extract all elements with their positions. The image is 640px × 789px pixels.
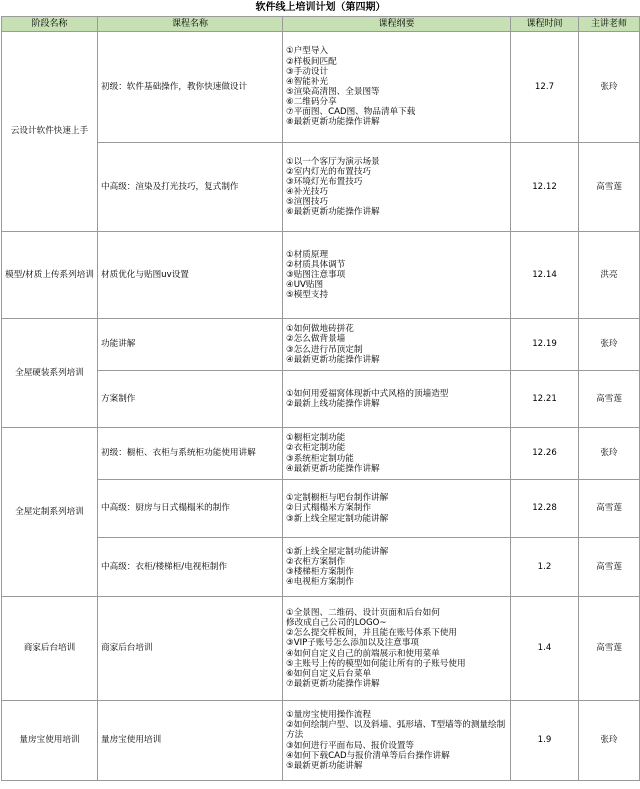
course-teacher-cell: 高雪莲 <box>579 371 640 428</box>
course-teacher-cell: 张玲 <box>579 701 640 781</box>
course-date-cell: 12.14 <box>511 232 579 319</box>
outline-item: ③贴图注意事项 <box>286 269 346 280</box>
course-teacher-cell: 高雪莲 <box>579 480 640 538</box>
course-date-cell: 12.19 <box>511 319 579 371</box>
course-name-cell: 量房宝使用培训 <box>98 701 283 781</box>
outline-item: ④UV贴图 <box>286 280 324 291</box>
outline-item: ④如何下载CAD与报价清单等后台操作讲解 <box>286 750 450 761</box>
outline-item: ⑧最新更新功能操作讲解 <box>286 117 380 128</box>
outline-item: ③环境灯光布置技巧 <box>286 176 363 187</box>
course-name-cell: 功能讲解 <box>98 319 283 371</box>
course-outline-cell <box>283 538 511 597</box>
outline-item: ②衣柜定制功能 <box>286 443 346 454</box>
course-outline-cell <box>283 701 511 781</box>
course-date-cell: 1.4 <box>511 597 579 701</box>
outline-item: ⑤模型支持 <box>286 290 329 301</box>
table-row <box>2 32 640 143</box>
outline-item: ①定制橱柜与吧台制作讲解 <box>286 493 389 504</box>
outline-item: ②怎么提交样板间，并且能在账号体系下使用 <box>286 628 457 639</box>
outline-item: ④最新更新功能操作讲解 <box>286 354 380 365</box>
course-teacher-cell: 张玲 <box>579 32 640 143</box>
outline-item: ③如何进行平面布局、报价设置等 <box>286 740 415 751</box>
course-teacher-cell: 高雪莲 <box>579 538 640 597</box>
outline-item: 修改成自己公司的LOGO~ <box>286 618 387 629</box>
course-outline-cell <box>283 319 511 371</box>
table-row <box>2 232 640 319</box>
outline-item: ③怎么进行吊顶定制 <box>286 344 363 355</box>
course-teacher-cell: 张玲 <box>579 319 640 371</box>
outline-item: ②衣柜方案制作 <box>286 556 346 567</box>
outline-item: ⑤渲染高清图、全景图等 <box>286 87 380 97</box>
course-name-cell: 方案制作 <box>98 371 283 428</box>
outline-item: ②日式榻榻米方案制作 <box>286 503 372 514</box>
course-outline-cell <box>283 32 511 143</box>
course-date-cell: 12.28 <box>511 480 579 538</box>
outline-item: ①如何用爱福窝体现新中式风格的顶墙造型 <box>286 388 449 399</box>
course-teacher-cell: 高雪莲 <box>579 597 640 701</box>
outline-item: ⑤主账号上传的模型如何能让所有的子账号使用 <box>286 658 466 669</box>
header-date: 课程时间 <box>511 17 579 32</box>
outline-item: ⑥二维码分享 <box>286 97 337 108</box>
outline-item: ②样板间匹配 <box>286 56 337 67</box>
header-course: 课程名称 <box>98 17 283 32</box>
outline-item: ①以一个客厅为演示场景 <box>286 156 380 167</box>
stage-name-cell: 量房宝使用培训 <box>2 701 98 781</box>
outline-item: ⑤渲图技巧 <box>286 197 329 208</box>
course-name-cell: 商家后台培训 <box>98 597 283 701</box>
course-name-cell: 初级：橱柜、衣柜与系统柜功能使用讲解 <box>98 428 283 480</box>
outline-item: ④电视柜方案制作 <box>286 577 354 588</box>
outline-item: ④如何自定义自己的前端展示和使用菜单 <box>286 648 440 659</box>
outline-item: ④最新更新功能操作讲解 <box>286 463 380 474</box>
course-date-cell: 12.7 <box>511 32 579 143</box>
course-date-cell: 12.21 <box>511 371 579 428</box>
course-teacher-cell: 洪亮 <box>579 232 640 319</box>
course-outline-cell <box>283 597 511 701</box>
outline-item: ⑥如何自定义后台菜单 <box>286 668 372 679</box>
course-name-cell: 中高级：衣柜/楼梯柜/电视柜制作 <box>98 538 283 597</box>
table-row <box>2 480 640 538</box>
header-teacher: 主讲老师 <box>579 17 640 32</box>
page-title: 软件线上培训计划（第四期） <box>2 0 640 17</box>
course-date-cell: 1.2 <box>511 538 579 597</box>
table-row <box>2 428 640 480</box>
outline-item: ①全景图、二维码、设计页面和后台如何 <box>286 607 440 618</box>
table-body <box>2 32 640 781</box>
course-outline-cell <box>283 371 511 428</box>
stage-name-cell: 全屋定制系列培训 <box>2 428 98 597</box>
table-row <box>2 319 640 371</box>
stage-name-cell: 云设计软件快速上手 <box>2 32 98 232</box>
outline-item: ①材质原理 <box>286 249 329 260</box>
training-plan-table <box>1 0 640 781</box>
outline-item: ⑤最新更新功能讲解 <box>286 760 363 771</box>
outline-item: ④补光技巧 <box>286 187 329 197</box>
stage-name-cell: 全屋硬装系列培训 <box>2 319 98 428</box>
stage-name-cell: 模型/材质上传系列培训 <box>2 232 98 319</box>
outline-item: ②材质具体调节 <box>286 259 346 270</box>
course-date-cell: 12.26 <box>511 428 579 480</box>
outline-item: ⑥最新更新功能操作讲解 <box>286 207 380 218</box>
course-name-cell: 初级：软件基础操作，教你快速做设计 <box>98 32 283 143</box>
outline-item: ②最新上线功能操作讲解 <box>286 399 380 409</box>
training-plan-document <box>1 0 639 781</box>
outline-item: ③楼梯柜方案制作 <box>286 567 354 577</box>
course-teacher-cell: 张玲 <box>579 428 640 480</box>
outline-item: ①量房宝使用操作流程 <box>286 710 372 721</box>
outline-item: ②室内灯光的布置技巧 <box>286 166 372 177</box>
outline-item: ⑦平面图、CAD图、物品清单下载 <box>286 107 416 118</box>
table-row <box>2 597 640 701</box>
table-row <box>2 371 640 428</box>
course-teacher-cell: 高雪莲 <box>579 143 640 232</box>
course-outline-cell <box>283 480 511 538</box>
outline-item: ②怎么做背景墙 <box>286 334 346 345</box>
outline-item: 方法 <box>286 730 304 741</box>
outline-item: ①户型导入 <box>286 46 329 57</box>
header-outline: 课程纲要 <box>283 17 511 32</box>
course-outline-cell <box>283 232 511 319</box>
table-row <box>2 143 640 232</box>
table-row <box>2 538 640 597</box>
outline-item: ③VIP子账号怎么添加以及注意事项 <box>286 638 420 649</box>
outline-item: ③手动设计 <box>286 66 329 77</box>
stage-name-cell: 商家后台培训 <box>2 597 98 701</box>
course-name-cell: 中高级：渲染及打光技巧，复式制作 <box>98 143 283 232</box>
course-outline-cell <box>283 428 511 480</box>
table-row <box>2 701 640 781</box>
table-header-row <box>2 17 640 32</box>
course-name-cell: 材质优化与贴图uv设置 <box>98 232 283 319</box>
course-date-cell: 1.9 <box>511 701 579 781</box>
outline-item: ③系统柜定制功能 <box>286 453 354 464</box>
outline-item: ①新上线全屋定制功能讲解 <box>286 546 389 557</box>
course-date-cell: 12.12 <box>511 143 579 232</box>
outline-item: ①如何做地砖拼花 <box>286 324 354 335</box>
outline-item: ⑦最新更新功能操作讲解 <box>286 678 380 689</box>
course-name-cell: 中高级：厨房与日式榻榻米的制作 <box>98 480 283 538</box>
course-outline-cell <box>283 143 511 232</box>
outline-item: ③新上线全屋定制功能讲解 <box>286 513 389 524</box>
outline-item: ①橱柜定制功能 <box>286 433 346 444</box>
outline-item: ②如何绘制户型、以及斜墙、弧形墙、T型墙等的测量绘制 <box>286 720 506 731</box>
header-stage: 阶段名称 <box>2 17 98 32</box>
outline-item: ④智能补光 <box>286 76 329 87</box>
